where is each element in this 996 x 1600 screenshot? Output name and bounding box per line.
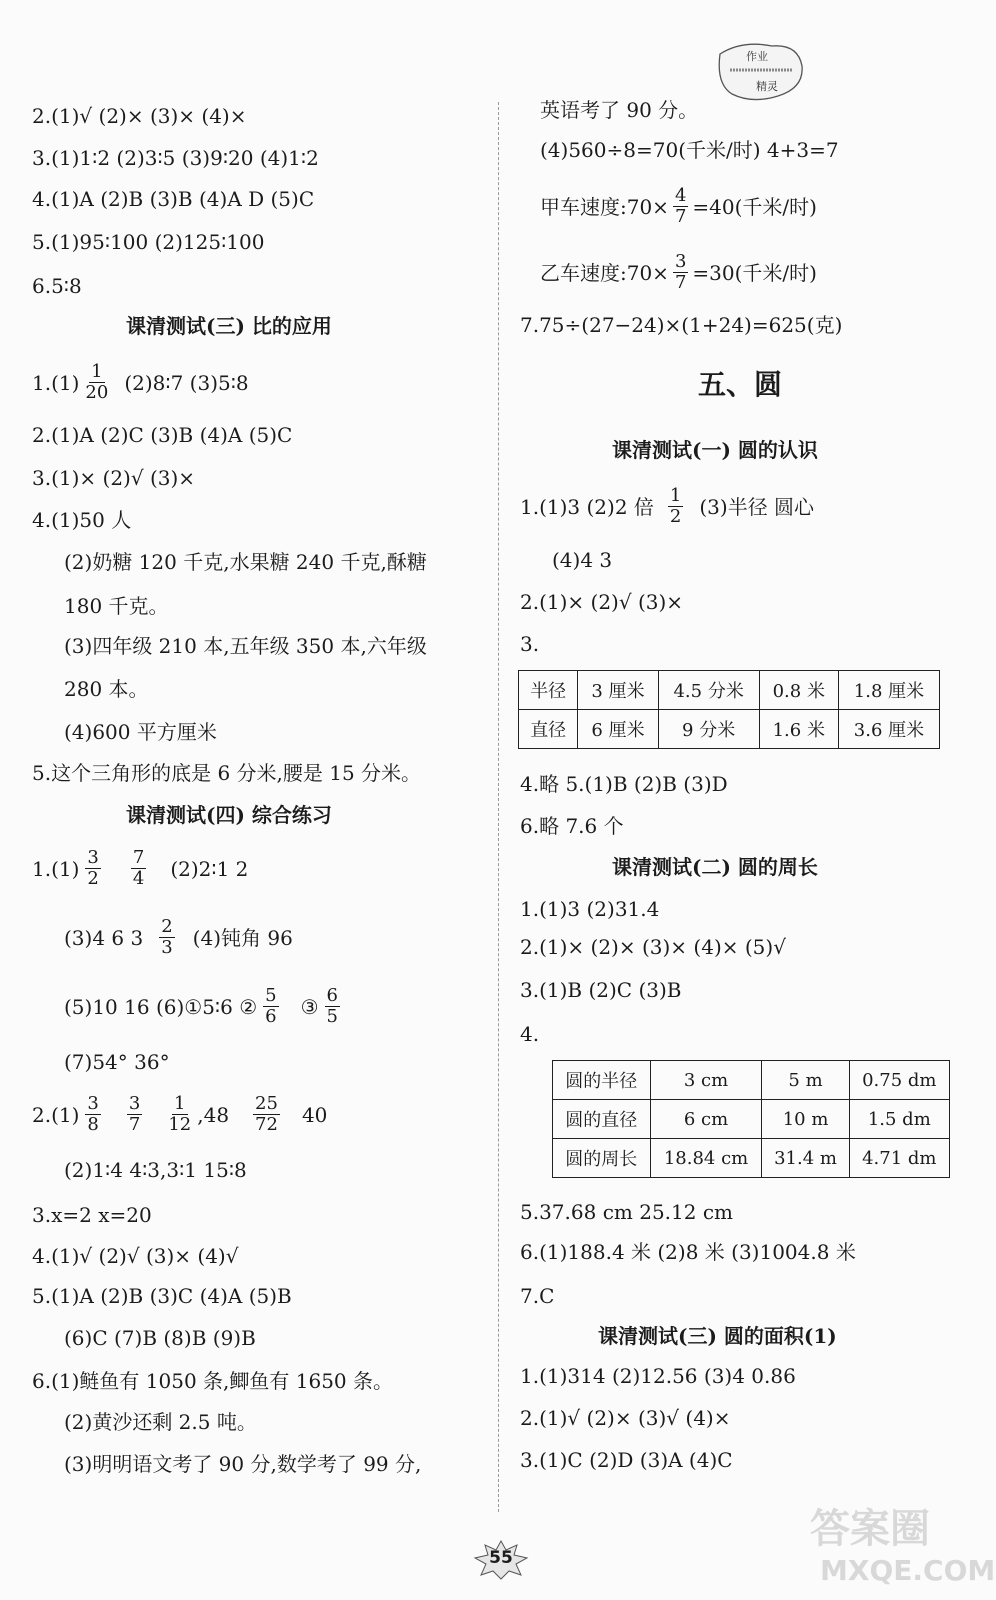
table-cell: 半径 — [519, 671, 578, 710]
table-row — [553, 1139, 950, 1178]
fraction: 1 12 — [168, 1093, 192, 1135]
table-cell: 直径 — [519, 710, 578, 749]
table-cell: 4.5 分米 — [658, 671, 759, 710]
answer-line-with-fraction: (3)4 6 3 2 3 (4)钝角 96 — [64, 916, 293, 958]
answer-line-with-fraction: 乙车速度:70× $\frac{3}{7}$ =30(千米/时) — [540, 251, 817, 293]
answer-line-with-fraction: 1.(1) 3 2 7 4 (2)2∶1 2 — [32, 847, 249, 889]
answer-line: 3. — [520, 632, 540, 656]
answer-line: (3)四年级 210 本,五年级 350 本,六年级 — [64, 634, 427, 658]
table-row — [553, 1061, 950, 1100]
radius-diameter-table — [518, 670, 940, 749]
table-cell: 6 厘米 — [578, 710, 658, 749]
svg-text:精灵: 精灵 — [756, 80, 778, 93]
answer-line: 6.(1)鲢鱼有 1050 条,鲫鱼有 1650 条。 — [32, 1369, 393, 1393]
stamp-logo — [712, 36, 808, 106]
fraction: 1 2 — [669, 485, 682, 527]
answer-line: (4)600 平方厘米 — [64, 720, 217, 744]
answer-line: 5.37.68 cm 25.12 cm — [520, 1200, 733, 1224]
answer-line: 7.C — [520, 1284, 555, 1308]
fraction: 7 4 — [132, 847, 145, 889]
table-cell: 圆的周长 — [553, 1139, 651, 1178]
answer-line: 3.(1)1∶2 (2)3∶5 (3)9∶20 (4)1∶2 — [32, 146, 319, 170]
answer-line: 2.(1)× (2)√ (3)× — [520, 590, 684, 614]
table-cell: 9 分米 — [658, 710, 759, 749]
watermark-logo — [806, 1498, 996, 1588]
answer-line: (2)奶糖 120 千克,水果糖 240 千克,酥糖 — [64, 550, 427, 574]
table-cell: 18.84 cm — [650, 1139, 762, 1178]
fraction: 2 3 — [161, 916, 173, 958]
answer-line: 5.这个三角形的底是 6 分米,腰是 15 分米。 — [32, 761, 422, 785]
fraction: 3 8 — [87, 1093, 99, 1135]
table-row — [519, 710, 940, 749]
answer-line: 3.(1)C (2)D (3)A (4)C — [520, 1448, 733, 1472]
table-cell: 3 厘米 — [578, 671, 658, 710]
answer-line: 2.(1)√ (2)× (3)√ (4)× — [520, 1406, 731, 1430]
answer-line-with-fraction: 1.(1) 1 20 (2)8∶7 (3)5∶8 — [32, 361, 249, 403]
answer-line: (3)明明语文考了 90 分,数学考了 99 分, — [64, 1452, 422, 1476]
answer-line: (4)560÷8=70(千米/时) 4+3=7 — [540, 138, 839, 162]
table-cell: 5 m — [762, 1061, 849, 1100]
table-cell: 4.71 dm — [849, 1139, 949, 1178]
table-row — [553, 1100, 950, 1139]
answer-line: 4.(1)√ (2)√ (3)× (4)√ — [32, 1244, 239, 1268]
answer-line-with-fraction: 2.(1) 3 8 3 7 1 12 ,48 25 72 40 — [32, 1093, 328, 1135]
answer-line-with-fraction: 甲车速度:70× $\frac{4}{7}$ =40(千米/时) — [540, 185, 817, 227]
column-divider — [498, 102, 499, 1512]
answer-line: 5.(1)A (2)B (3)C (4)A (5)B — [32, 1284, 292, 1308]
page-number: 55 — [489, 1548, 513, 1568]
answer-line: 3.x=2 x=20 — [32, 1203, 152, 1227]
answer-line: (6)C (7)B (8)B (9)B — [64, 1326, 256, 1350]
svg-text:作业: 作业 — [746, 50, 768, 63]
answer-line: 4. — [520, 1022, 540, 1046]
answer-line: 4.(1)50 人 — [32, 508, 132, 532]
section-heading: 课清测试(三) 圆的面积(1) — [598, 1324, 837, 1348]
table-cell: 圆的直径 — [553, 1100, 651, 1139]
table-cell: 0.8 米 — [759, 671, 838, 710]
answer-line: 英语考了 90 分。 — [540, 98, 699, 122]
table-cell: 3 cm — [650, 1061, 762, 1100]
fraction: $\frac{3}{7}$ — [674, 251, 687, 293]
answer-line: (4)4 3 — [552, 548, 613, 572]
answer-line: (2)黄沙还剩 2.5 吨。 — [64, 1410, 257, 1434]
answer-line: 6.(1)188.4 米 (2)8 米 (3)1004.8 米 — [520, 1240, 856, 1264]
section-heading: 课清测试(一) 圆的认识 — [612, 438, 818, 462]
answer-line: (2)1∶4 4∶3,3∶1 15∶8 — [64, 1158, 247, 1182]
chapter-title: 五、圆 — [698, 368, 783, 401]
section-heading: 课清测试(三) 比的应用 — [126, 314, 332, 338]
fraction: 3 2 — [87, 847, 99, 889]
fraction: 25 72 — [255, 1093, 278, 1135]
answer-line: 5.(1)95∶100 (2)125∶100 — [32, 230, 265, 254]
section-heading: 课清测试(二) 圆的周长 — [612, 855, 818, 879]
answer-line: 2.(1)× (2)× (3)× (4)× (5)√ — [520, 935, 786, 959]
answer-line: 3.(1)B (2)C (3)B — [520, 978, 682, 1002]
answer-line: 280 本。 — [64, 677, 149, 701]
section-heading: 课清测试(四) 综合练习 — [126, 803, 332, 827]
answer-line: 2.(1)A (2)C (3)B (4)A (5)C — [32, 423, 293, 447]
answer-line-with-fraction: (5)10 16 (6)①5∶6 ② 5 6 ③ 6 5 — [64, 985, 338, 1027]
answer-line: 4.略 5.(1)B (2)B (3)D — [520, 772, 728, 796]
answer-line: 3.(1)× (2)√ (3)× — [32, 466, 196, 490]
fraction: 1 20 — [85, 361, 109, 403]
table-cell: 3.6 厘米 — [838, 710, 939, 749]
answer-line: 4.(1)A (2)B (3)B (4)A D (5)C — [32, 187, 315, 211]
fraction: 6 5 — [326, 985, 338, 1027]
answer-line: 7.75÷(27−24)×(1+24)=625(克) — [520, 313, 843, 337]
answer-line: 6.5∶8 — [32, 274, 82, 298]
svg-text:答案圈: 答案圈 — [810, 1506, 930, 1552]
svg-text:MXQE.COM: MXQE.COM — [820, 1554, 996, 1587]
table-cell: 1.5 dm — [849, 1100, 949, 1139]
answer-line-with-fraction: 1.(1)3 (2)2 倍 1 2 (3)半径 圆心 — [520, 485, 815, 527]
table-cell: 31.4 m — [762, 1139, 849, 1178]
circle-circumference-table — [552, 1060, 950, 1178]
table-cell: 10 m — [762, 1100, 849, 1139]
fraction: $\frac{4}{7}$ — [674, 185, 687, 227]
answer-line: 180 千克。 — [64, 594, 169, 618]
table-cell: 6 cm — [650, 1100, 762, 1139]
table-cell: 1.6 米 — [759, 710, 838, 749]
page-number-badge — [473, 1540, 529, 1580]
table-row — [519, 671, 940, 710]
table-cell: 0.75 dm — [849, 1061, 949, 1100]
answer-line: 1.(1)3 (2)31.4 — [520, 897, 660, 921]
fraction: 5 6 — [265, 985, 277, 1027]
answer-line: 2.(1)√ (2)× (3)× (4)× — [32, 104, 247, 128]
answer-line: 6.略 7.6 个 — [520, 814, 624, 838]
fraction: 3 7 — [128, 1093, 141, 1135]
table-cell: 1.8 厘米 — [838, 671, 939, 710]
answer-line: (7)54° 36° — [64, 1050, 170, 1074]
answer-line: 1.(1)314 (2)12.56 (3)4 0.86 — [520, 1364, 796, 1388]
table-cell: 圆的半径 — [553, 1061, 651, 1100]
